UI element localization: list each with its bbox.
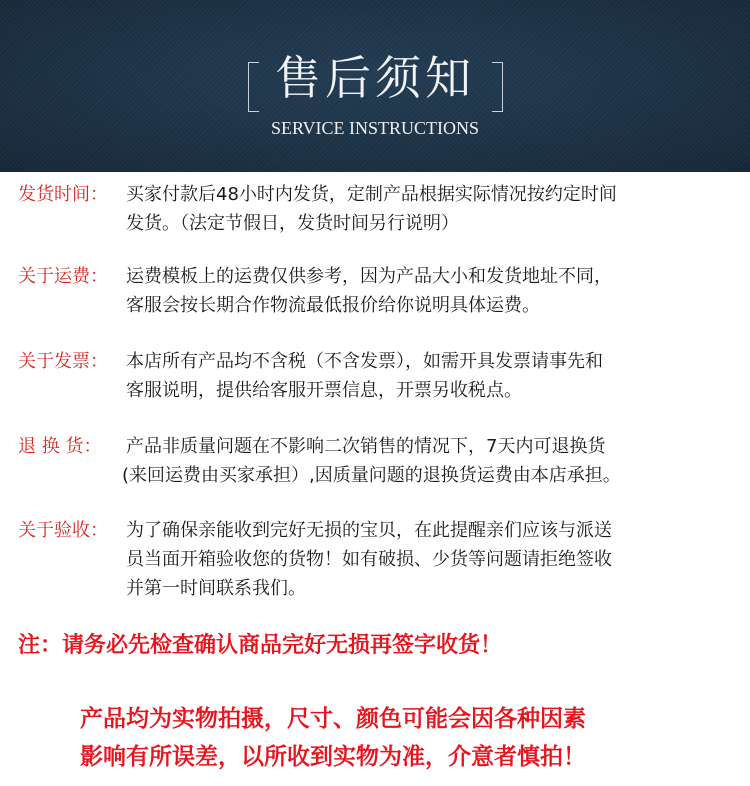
section-text-line: 本店所有产品均不含税（不含发票），如需开具发票请事先和 xyxy=(126,351,603,372)
header-banner xyxy=(0,0,750,172)
section-inspection xyxy=(18,516,738,603)
section-label: 关于运费： xyxy=(18,266,108,287)
notice-line: 产品均为实物拍摄，尺寸、颜色可能会因各种因素 xyxy=(80,705,586,732)
title-bracket-left xyxy=(248,62,259,112)
section-text-line: 客服会按长期合作物流最低报价给你说明具体运费。 xyxy=(126,295,540,316)
section-label: 发货时间： xyxy=(18,184,108,205)
notice-line: 影响有所误差，以所收到实物为准，介意者慎拍！ xyxy=(80,743,586,770)
section-text-line: (来回运费由买家承担）,因质量问题的退换货运费由本店承担。 xyxy=(122,465,621,486)
notice-photo-disclaimer xyxy=(80,700,750,776)
notice-check-before-signing: 注：请务必先检查确认商品完好无损再签字收货！ xyxy=(18,632,503,658)
section-label: 关于发票： xyxy=(18,351,108,372)
page-subtitle: SERVICE INSTRUCTIONS xyxy=(270,118,480,138)
section-returns xyxy=(18,432,738,490)
section-text-line: 客服说明，提供给客服开票信息，开票另收税点。 xyxy=(126,380,522,401)
section-text-line: 发货。（法定节假日，发货时间另行说明） xyxy=(126,213,459,234)
section-text-line: 并第一时间联系我们。 xyxy=(126,578,306,599)
section-label: 退 换 货： xyxy=(18,436,102,457)
section-text-line: 为了确保亲能收到完好无损的宝贝，在此提醒亲们应该与派送 xyxy=(126,520,612,541)
section-invoice xyxy=(18,347,738,405)
section-text-line: 运费模板上的运费仅供参考，因为产品大小和发货地址不同， xyxy=(126,266,612,287)
section-label: 关于验收： xyxy=(18,520,108,541)
section-shipping-time xyxy=(18,180,738,238)
page-title: 售后须知 xyxy=(275,51,475,105)
section-text-line: 员当面开箱验收您的货物！如有破损、少货等问题请拒绝签收 xyxy=(126,549,612,570)
title-bracket-right xyxy=(492,62,503,112)
section-shipping-fee xyxy=(18,262,738,320)
section-text-line: 产品非质量问题在不影响二次销售的情况下，7天内可退换货 xyxy=(126,436,606,457)
section-text-line: 买家付款后48小时内发货，定制产品根据实际情况按约定时间 xyxy=(126,184,617,205)
